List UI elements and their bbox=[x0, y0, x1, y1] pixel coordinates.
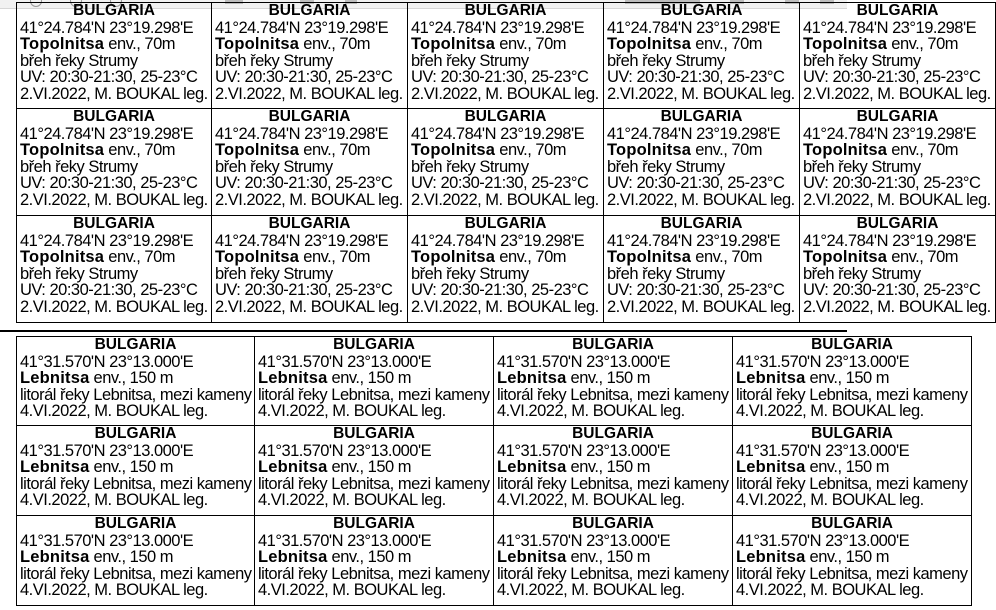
label-locality-suffix: env., 150 m bbox=[805, 458, 890, 477]
label-details: UV: 20:30-21:30, 25-23°C bbox=[607, 281, 785, 300]
label-country: BULGARIA bbox=[94, 336, 177, 353]
label-habitat: litorál řeky Lebnitsa, mezi kameny bbox=[20, 474, 252, 493]
label-locality: Lebnitsa bbox=[258, 458, 328, 477]
label-locality: Topolnitsa bbox=[411, 248, 496, 267]
specimen-label bbox=[255, 426, 494, 516]
label-locality-line bbox=[607, 142, 799, 159]
label-country: BULGARIA bbox=[811, 336, 893, 353]
label-date-collector: 2.VI.2022, M. BOUKAL leg. bbox=[803, 297, 991, 316]
label-locality: Lebnitsa bbox=[497, 548, 567, 567]
label-locality: Topolnitsa bbox=[215, 248, 300, 267]
label-date-collector: 4.VI.2022, M. BOUKAL leg. bbox=[497, 581, 685, 600]
label-country: BULGARIA bbox=[268, 2, 351, 19]
label-habitat: břeh řeky Strumy bbox=[20, 264, 138, 283]
label-locality-suffix: env., 150 m bbox=[805, 548, 890, 567]
label-locality: Lebnitsa bbox=[20, 458, 90, 477]
label-country: BULGARIA bbox=[660, 108, 743, 125]
label-date-collector: 4.VI.2022, M. BOUKAL leg. bbox=[258, 581, 446, 600]
specimen-label bbox=[604, 216, 800, 323]
label-habitat: litorál řeky Lebnitsa, mezi kameny bbox=[258, 385, 490, 404]
label-details: UV: 20:30-21:30, 25-23°C bbox=[411, 281, 589, 300]
label-country: BULGARIA bbox=[811, 515, 893, 532]
label-habitat: břeh řeky Strumy bbox=[803, 51, 921, 70]
label-coordinates: 41°24.784'N 23°19.298'E bbox=[803, 231, 977, 250]
label-locality-suffix: env., 70m bbox=[495, 35, 567, 54]
label-country: BULGARIA bbox=[73, 2, 155, 19]
label-locality-line bbox=[215, 249, 407, 266]
label-coordinates: 41°31.570'N 23°13.000'E bbox=[736, 441, 910, 460]
specimen-label bbox=[212, 216, 408, 323]
label-habitat: litorál řeky Lebnitsa, mezi kameny bbox=[258, 564, 490, 583]
label-locality-line bbox=[258, 370, 493, 387]
label-date-collector: 4.VI.2022, M. BOUKAL leg. bbox=[736, 402, 924, 421]
label-locality-suffix: env., 70m bbox=[104, 141, 176, 160]
label-habitat: břeh řeky Strumy bbox=[607, 51, 725, 70]
label-locality-line bbox=[803, 142, 995, 159]
label-locality: Topolnitsa bbox=[607, 248, 692, 267]
label-date-collector: 4.VI.2022, M. BOUKAL leg. bbox=[20, 581, 208, 600]
specimen-label bbox=[408, 109, 604, 216]
label-date-collector: 2.VI.2022, M. BOUKAL leg. bbox=[411, 84, 599, 103]
label-locality-line bbox=[20, 36, 211, 53]
label-habitat: břeh řeky Strumy bbox=[20, 51, 138, 70]
label-coordinates: 41°24.784'N 23°19.298'E bbox=[215, 231, 389, 250]
label-date-collector: 2.VI.2022, M. BOUKAL leg. bbox=[803, 84, 991, 103]
label-locality-line bbox=[20, 549, 254, 566]
label-date-collector: 2.VI.2022, M. BOUKAL leg. bbox=[20, 297, 208, 316]
label-locality-line bbox=[411, 36, 603, 53]
label-locality: Lebnitsa bbox=[736, 548, 806, 567]
specimen-label bbox=[494, 336, 733, 426]
label-country: BULGARIA bbox=[464, 108, 547, 125]
specimen-label bbox=[494, 516, 733, 606]
specimen-label bbox=[604, 109, 800, 216]
label-country: BULGARIA bbox=[572, 425, 654, 442]
label-locality-line bbox=[736, 370, 971, 387]
label-locality-suffix: env., 70m bbox=[299, 141, 371, 160]
label-coordinates: 41°24.784'N 23°19.298'E bbox=[607, 231, 781, 250]
label-country: BULGARIA bbox=[464, 215, 547, 232]
specimen-label bbox=[212, 2, 408, 109]
label-country: BULGARIA bbox=[268, 215, 351, 232]
label-coordinates: 41°31.570'N 23°13.000'E bbox=[20, 441, 194, 460]
label-coordinates: 41°31.570'N 23°13.000'E bbox=[497, 352, 671, 371]
specimen-label bbox=[16, 216, 212, 323]
label-coordinates: 41°24.784'N 23°19.298'E bbox=[803, 124, 977, 143]
label-date-collector: 4.VI.2022, M. BOUKAL leg. bbox=[20, 491, 208, 510]
label-habitat: litorál řeky Lebnitsa, mezi kameny bbox=[497, 564, 729, 583]
label-details: UV: 20:30-21:30, 25-23°C bbox=[20, 68, 198, 87]
label-details: UV: 20:30-21:30, 25-23°C bbox=[215, 281, 393, 300]
label-locality: Topolnitsa bbox=[803, 35, 888, 54]
label-locality-suffix: env., 70m bbox=[691, 141, 763, 160]
specimen-label bbox=[255, 336, 494, 426]
label-coordinates: 41°31.570'N 23°13.000'E bbox=[497, 441, 671, 460]
label-locality: Topolnitsa bbox=[215, 35, 300, 54]
specimen-label bbox=[733, 336, 972, 426]
label-coordinates: 41°24.784'N 23°19.298'E bbox=[411, 18, 585, 37]
label-locality-suffix: env., 70m bbox=[299, 35, 371, 54]
label-habitat: břeh řeky Strumy bbox=[215, 157, 333, 176]
label-country: BULGARIA bbox=[811, 425, 893, 442]
label-coordinates: 41°24.784'N 23°19.298'E bbox=[20, 231, 194, 250]
label-habitat: litorál řeky Lebnitsa, mezi kameny bbox=[736, 564, 968, 583]
label-details: UV: 20:30-21:30, 25-23°C bbox=[411, 68, 589, 87]
label-details: UV: 20:30-21:30, 25-23°C bbox=[803, 281, 981, 300]
label-country: BULGARIA bbox=[73, 108, 155, 125]
label-locality: Lebnitsa bbox=[497, 458, 567, 477]
label-coordinates: 41°31.570'N 23°13.000'E bbox=[258, 441, 432, 460]
label-locality-suffix: env., 70m bbox=[104, 248, 176, 267]
label-locality: Lebnitsa bbox=[20, 369, 90, 388]
label-locality: Topolnitsa bbox=[411, 35, 496, 54]
specimen-label bbox=[408, 2, 604, 109]
specimen-label bbox=[212, 109, 408, 216]
label-coordinates: 41°24.784'N 23°19.298'E bbox=[20, 18, 194, 37]
label-locality-suffix: env., 70m bbox=[691, 248, 763, 267]
label-date-collector: 2.VI.2022, M. BOUKAL leg. bbox=[215, 84, 403, 103]
label-locality-line bbox=[215, 142, 407, 159]
label-habitat: břeh řeky Strumy bbox=[411, 264, 529, 283]
specimen-label bbox=[733, 516, 972, 606]
label-habitat: břeh řeky Strumy bbox=[607, 157, 725, 176]
label-details: UV: 20:30-21:30, 25-23°C bbox=[411, 174, 589, 193]
label-locality: Lebnitsa bbox=[258, 369, 328, 388]
label-date-collector: 2.VI.2022, M. BOUKAL leg. bbox=[607, 297, 795, 316]
sheet-separator bbox=[0, 330, 847, 332]
label-locality: Lebnitsa bbox=[20, 548, 90, 567]
label-country: BULGARIA bbox=[856, 2, 939, 19]
label-locality-line bbox=[411, 249, 603, 266]
label-locality: Lebnitsa bbox=[736, 458, 806, 477]
label-locality: Topolnitsa bbox=[607, 35, 692, 54]
label-country: BULGARIA bbox=[94, 515, 177, 532]
label-coordinates: 41°24.784'N 23°19.298'E bbox=[607, 124, 781, 143]
specimen-label bbox=[800, 2, 996, 109]
label-locality-suffix: env., 150 m bbox=[327, 548, 412, 567]
label-country: BULGARIA bbox=[660, 2, 743, 19]
label-sheet-topolnitsa bbox=[0, 2, 991, 330]
label-country: BULGARIA bbox=[268, 108, 351, 125]
label-coordinates: 41°24.784'N 23°19.298'E bbox=[20, 124, 194, 143]
label-coordinates: 41°31.570'N 23°13.000'E bbox=[20, 531, 194, 550]
label-habitat: břeh řeky Strumy bbox=[20, 157, 138, 176]
specimen-label bbox=[16, 2, 212, 109]
label-locality-suffix: env., 150 m bbox=[327, 369, 412, 388]
label-locality-suffix: env., 150 m bbox=[327, 458, 412, 477]
label-locality-line bbox=[20, 142, 211, 159]
label-habitat: břeh řeky Strumy bbox=[803, 157, 921, 176]
label-details: UV: 20:30-21:30, 25-23°C bbox=[607, 68, 785, 87]
label-coordinates: 41°31.570'N 23°13.000'E bbox=[258, 352, 432, 371]
label-date-collector: 4.VI.2022, M. BOUKAL leg. bbox=[258, 402, 446, 421]
label-locality-line bbox=[20, 249, 211, 266]
label-locality-line bbox=[258, 459, 493, 476]
specimen-label bbox=[408, 216, 604, 323]
specimen-label bbox=[16, 516, 255, 606]
label-locality-line bbox=[736, 549, 971, 566]
label-locality-line bbox=[497, 370, 732, 387]
specimen-label bbox=[800, 216, 996, 323]
label-locality-line bbox=[215, 36, 407, 53]
label-locality-suffix: env., 150 m bbox=[566, 548, 651, 567]
specimen-label bbox=[494, 426, 733, 516]
label-locality-suffix: env., 70m bbox=[887, 141, 959, 160]
specimen-label bbox=[604, 2, 800, 109]
label-locality: Topolnitsa bbox=[411, 141, 496, 160]
label-country: BULGARIA bbox=[572, 336, 654, 353]
label-date-collector: 4.VI.2022, M. BOUKAL leg. bbox=[736, 581, 924, 600]
label-coordinates: 41°31.570'N 23°13.000'E bbox=[20, 352, 194, 371]
label-date-collector: 4.VI.2022, M. BOUKAL leg. bbox=[497, 402, 685, 421]
specimen-label bbox=[800, 109, 996, 216]
label-date-collector: 2.VI.2022, M. BOUKAL leg. bbox=[20, 190, 208, 209]
label-details: UV: 20:30-21:30, 25-23°C bbox=[20, 174, 198, 193]
label-sheet-lebnitsa bbox=[0, 336, 968, 610]
label-details: UV: 20:30-21:30, 25-23°C bbox=[803, 68, 981, 87]
label-locality-suffix: env., 70m bbox=[495, 248, 567, 267]
label-locality-line bbox=[607, 249, 799, 266]
label-date-collector: 2.VI.2022, M. BOUKAL leg. bbox=[215, 297, 403, 316]
label-locality-suffix: env., 70m bbox=[299, 248, 371, 267]
label-date-collector: 2.VI.2022, M. BOUKAL leg. bbox=[607, 84, 795, 103]
label-coordinates: 41°24.784'N 23°19.298'E bbox=[411, 124, 585, 143]
label-country: BULGARIA bbox=[660, 215, 743, 232]
label-habitat: břeh řeky Strumy bbox=[607, 264, 725, 283]
label-habitat: litorál řeky Lebnitsa, mezi kameny bbox=[20, 385, 252, 404]
label-coordinates: 41°31.570'N 23°13.000'E bbox=[497, 531, 671, 550]
label-locality: Topolnitsa bbox=[20, 248, 105, 267]
label-locality-suffix: env., 70m bbox=[887, 35, 959, 54]
label-country: BULGARIA bbox=[856, 108, 939, 125]
label-locality-line bbox=[258, 549, 493, 566]
label-coordinates: 41°31.570'N 23°13.000'E bbox=[736, 352, 910, 371]
label-locality: Lebnitsa bbox=[497, 369, 567, 388]
label-coordinates: 41°24.784'N 23°19.298'E bbox=[215, 18, 389, 37]
label-country: BULGARIA bbox=[333, 336, 415, 353]
label-details: UV: 20:30-21:30, 25-23°C bbox=[215, 68, 393, 87]
label-locality: Lebnitsa bbox=[736, 369, 806, 388]
label-date-collector: 4.VI.2022, M. BOUKAL leg. bbox=[736, 491, 924, 510]
label-date-collector: 2.VI.2022, M. BOUKAL leg. bbox=[411, 297, 599, 316]
label-details: UV: 20:30-21:30, 25-23°C bbox=[20, 281, 198, 300]
label-date-collector: 4.VI.2022, M. BOUKAL leg. bbox=[497, 491, 685, 510]
label-habitat: litorál řeky Lebnitsa, mezi kameny bbox=[497, 474, 729, 493]
specimen-label bbox=[255, 516, 494, 606]
label-habitat: břeh řeky Strumy bbox=[215, 51, 333, 70]
label-habitat: litorál řeky Lebnitsa, mezi kameny bbox=[258, 474, 490, 493]
label-country: BULGARIA bbox=[333, 425, 415, 442]
label-habitat: litorál řeky Lebnitsa, mezi kameny bbox=[20, 564, 252, 583]
label-habitat: břeh řeky Strumy bbox=[411, 157, 529, 176]
label-locality: Lebnitsa bbox=[258, 548, 328, 567]
label-date-collector: 4.VI.2022, M. BOUKAL leg. bbox=[258, 491, 446, 510]
label-habitat: litorál řeky Lebnitsa, mezi kameny bbox=[497, 385, 729, 404]
label-locality-line bbox=[497, 549, 732, 566]
label-country: BULGARIA bbox=[94, 425, 177, 442]
label-locality-line bbox=[607, 36, 799, 53]
label-locality-suffix: env., 150 m bbox=[805, 369, 890, 388]
label-locality-line bbox=[497, 459, 732, 476]
label-country: BULGARIA bbox=[73, 215, 155, 232]
specimen-label bbox=[733, 426, 972, 516]
label-locality-line bbox=[411, 142, 603, 159]
label-locality-suffix: env., 150 m bbox=[89, 548, 174, 567]
label-date-collector: 2.VI.2022, M. BOUKAL leg. bbox=[20, 84, 208, 103]
label-coordinates: 41°31.570'N 23°13.000'E bbox=[258, 531, 432, 550]
label-locality-suffix: env., 70m bbox=[104, 35, 176, 54]
label-coordinates: 41°31.570'N 23°13.000'E bbox=[736, 531, 910, 550]
label-locality: Topolnitsa bbox=[20, 141, 105, 160]
label-date-collector: 2.VI.2022, M. BOUKAL leg. bbox=[607, 190, 795, 209]
label-locality-suffix: env., 70m bbox=[691, 35, 763, 54]
specimen-label bbox=[16, 109, 212, 216]
label-habitat: břeh řeky Strumy bbox=[411, 51, 529, 70]
label-locality-suffix: env., 150 m bbox=[89, 458, 174, 477]
label-locality: Topolnitsa bbox=[215, 141, 300, 160]
specimen-label bbox=[16, 336, 255, 426]
label-date-collector: 4.VI.2022, M. BOUKAL leg. bbox=[20, 402, 208, 421]
label-details: UV: 20:30-21:30, 25-23°C bbox=[215, 174, 393, 193]
label-country: BULGARIA bbox=[333, 515, 415, 532]
label-country: BULGARIA bbox=[856, 215, 939, 232]
label-coordinates: 41°24.784'N 23°19.298'E bbox=[411, 231, 585, 250]
label-habitat: litorál řeky Lebnitsa, mezi kameny bbox=[736, 474, 968, 493]
label-locality-line bbox=[20, 459, 254, 476]
label-date-collector: 2.VI.2022, M. BOUKAL leg. bbox=[215, 190, 403, 209]
label-locality: Topolnitsa bbox=[803, 248, 888, 267]
label-locality-line bbox=[20, 370, 254, 387]
specimen-label bbox=[16, 426, 255, 516]
label-locality-suffix: env., 150 m bbox=[566, 458, 651, 477]
label-locality: Topolnitsa bbox=[803, 141, 888, 160]
label-coordinates: 41°24.784'N 23°19.298'E bbox=[607, 18, 781, 37]
label-country: BULGARIA bbox=[572, 515, 654, 532]
label-coordinates: 41°24.784'N 23°19.298'E bbox=[803, 18, 977, 37]
label-locality-line bbox=[803, 36, 995, 53]
label-locality-suffix: env., 70m bbox=[495, 141, 567, 160]
label-habitat: břeh řeky Strumy bbox=[215, 264, 333, 283]
label-locality: Topolnitsa bbox=[20, 35, 105, 54]
label-details: UV: 20:30-21:30, 25-23°C bbox=[803, 174, 981, 193]
label-date-collector: 2.VI.2022, M. BOUKAL leg. bbox=[411, 190, 599, 209]
label-details: UV: 20:30-21:30, 25-23°C bbox=[607, 174, 785, 193]
label-locality-suffix: env., 150 m bbox=[566, 369, 651, 388]
label-date-collector: 2.VI.2022, M. BOUKAL leg. bbox=[803, 190, 991, 209]
label-locality-suffix: env., 150 m bbox=[89, 369, 174, 388]
label-habitat: břeh řeky Strumy bbox=[803, 264, 921, 283]
label-locality-suffix: env., 70m bbox=[887, 248, 959, 267]
label-locality-line bbox=[803, 249, 995, 266]
label-locality-line bbox=[736, 459, 971, 476]
label-habitat: litorál řeky Lebnitsa, mezi kameny bbox=[736, 385, 968, 404]
label-coordinates: 41°24.784'N 23°19.298'E bbox=[215, 124, 389, 143]
label-country: BULGARIA bbox=[464, 2, 547, 19]
label-locality: Topolnitsa bbox=[607, 141, 692, 160]
